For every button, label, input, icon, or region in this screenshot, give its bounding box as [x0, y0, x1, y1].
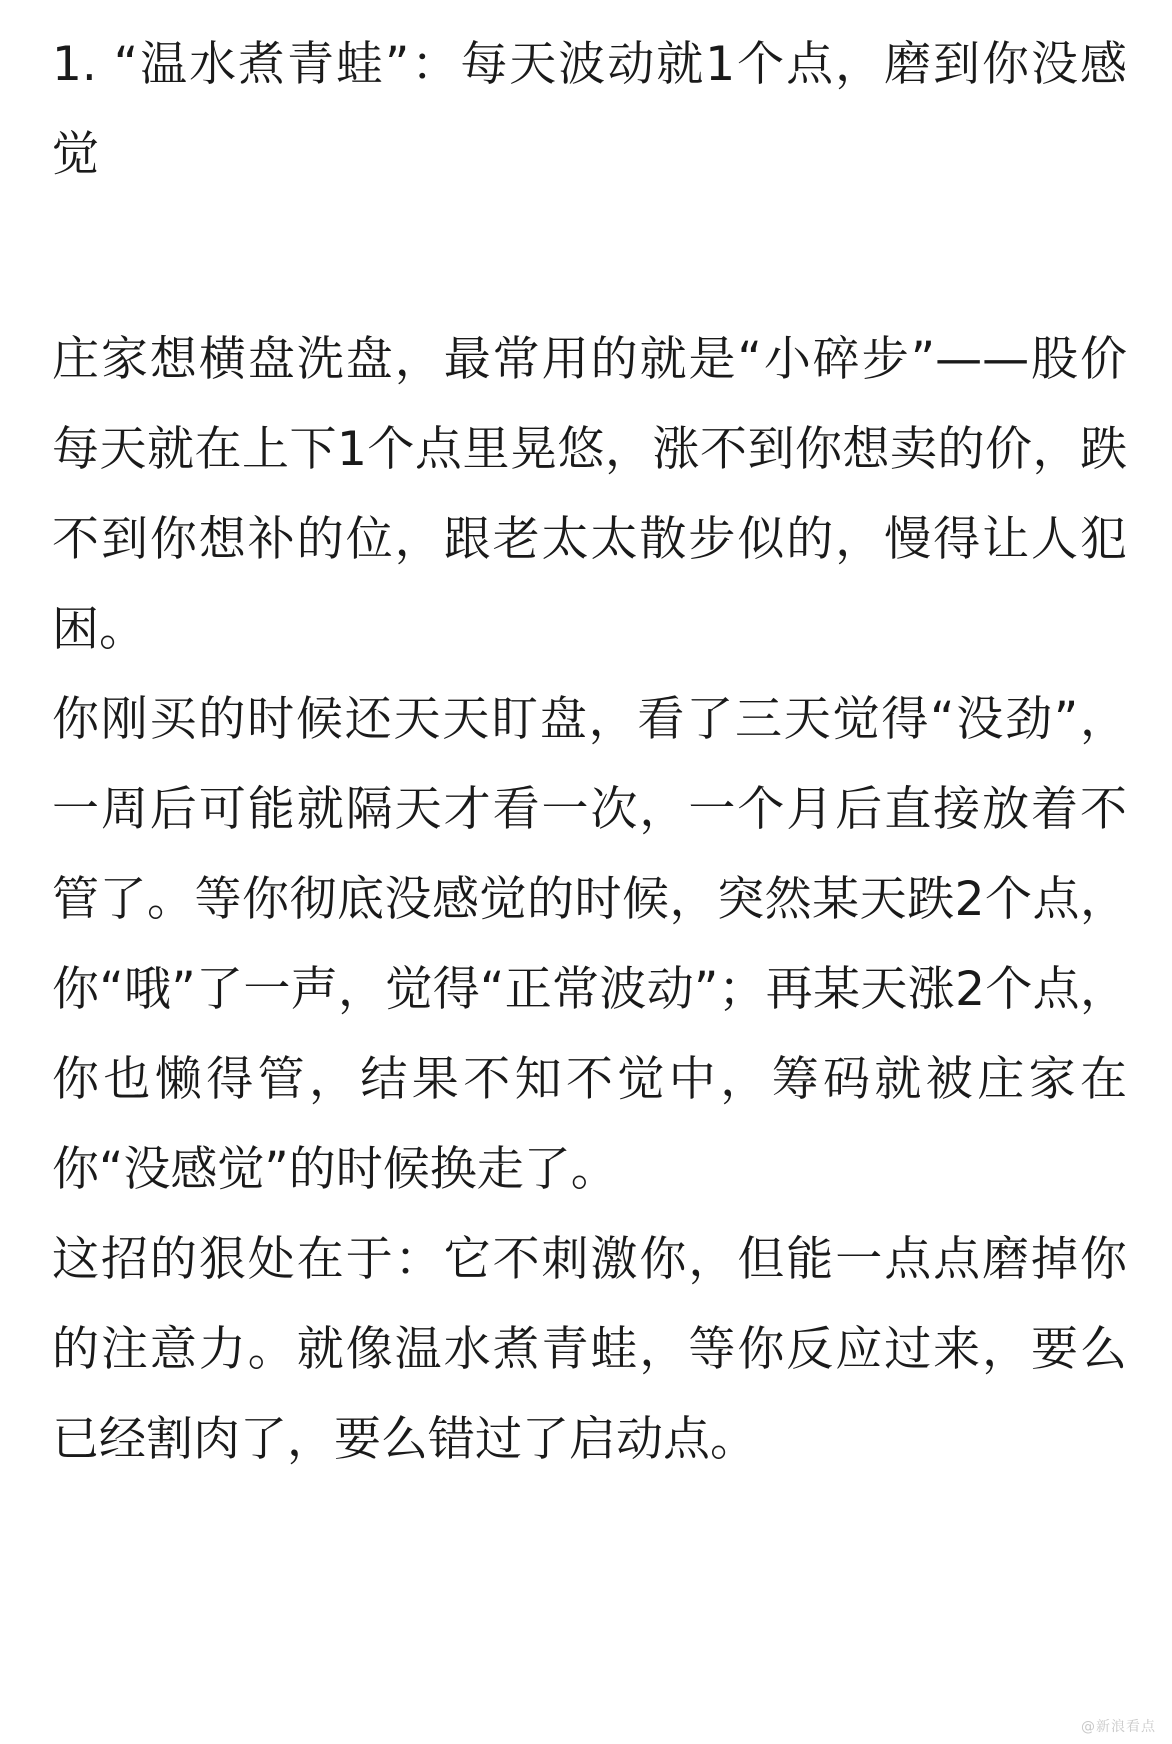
article-heading: 1. “温水煮青蛙”：每天波动就1个点，磨到你没感觉	[52, 37, 1127, 182]
paragraph-conclusion: 这招的狠处在于：它不刺激你，但能一点点磨掉你的注意力。就像温水煮青蛙，等你反应过来，要么已经割肉了，要么错过了启动点。	[52, 1232, 1127, 1467]
paragraph-sideways-wash: 庄家想横盘洗盘，最常用的就是“小碎步”——股价每天就在上下1个点里晃悠，涨不到你想卖的价，跌不到你想补的位，跟老太太散步似的，慢得让人犯困。	[52, 332, 1127, 657]
watermark: @新浪看点	[1081, 1719, 1156, 1735]
article	[52, 20, 1127, 1485]
paragraph-losing-attention: 你刚买的时候还天天盯盘，看了三天觉得“没劲”，一周后可能就隔天才看一次，一个月后直接放着不管了。等你彻底没感觉的时候，突然某天跌2个点，你“哦”了一声，觉得“正常波动”；再某天涨2个点，你也懒得管，结果不知不觉中，筹码就被庄家在你“没感觉”的时候换走了。	[52, 692, 1127, 1197]
